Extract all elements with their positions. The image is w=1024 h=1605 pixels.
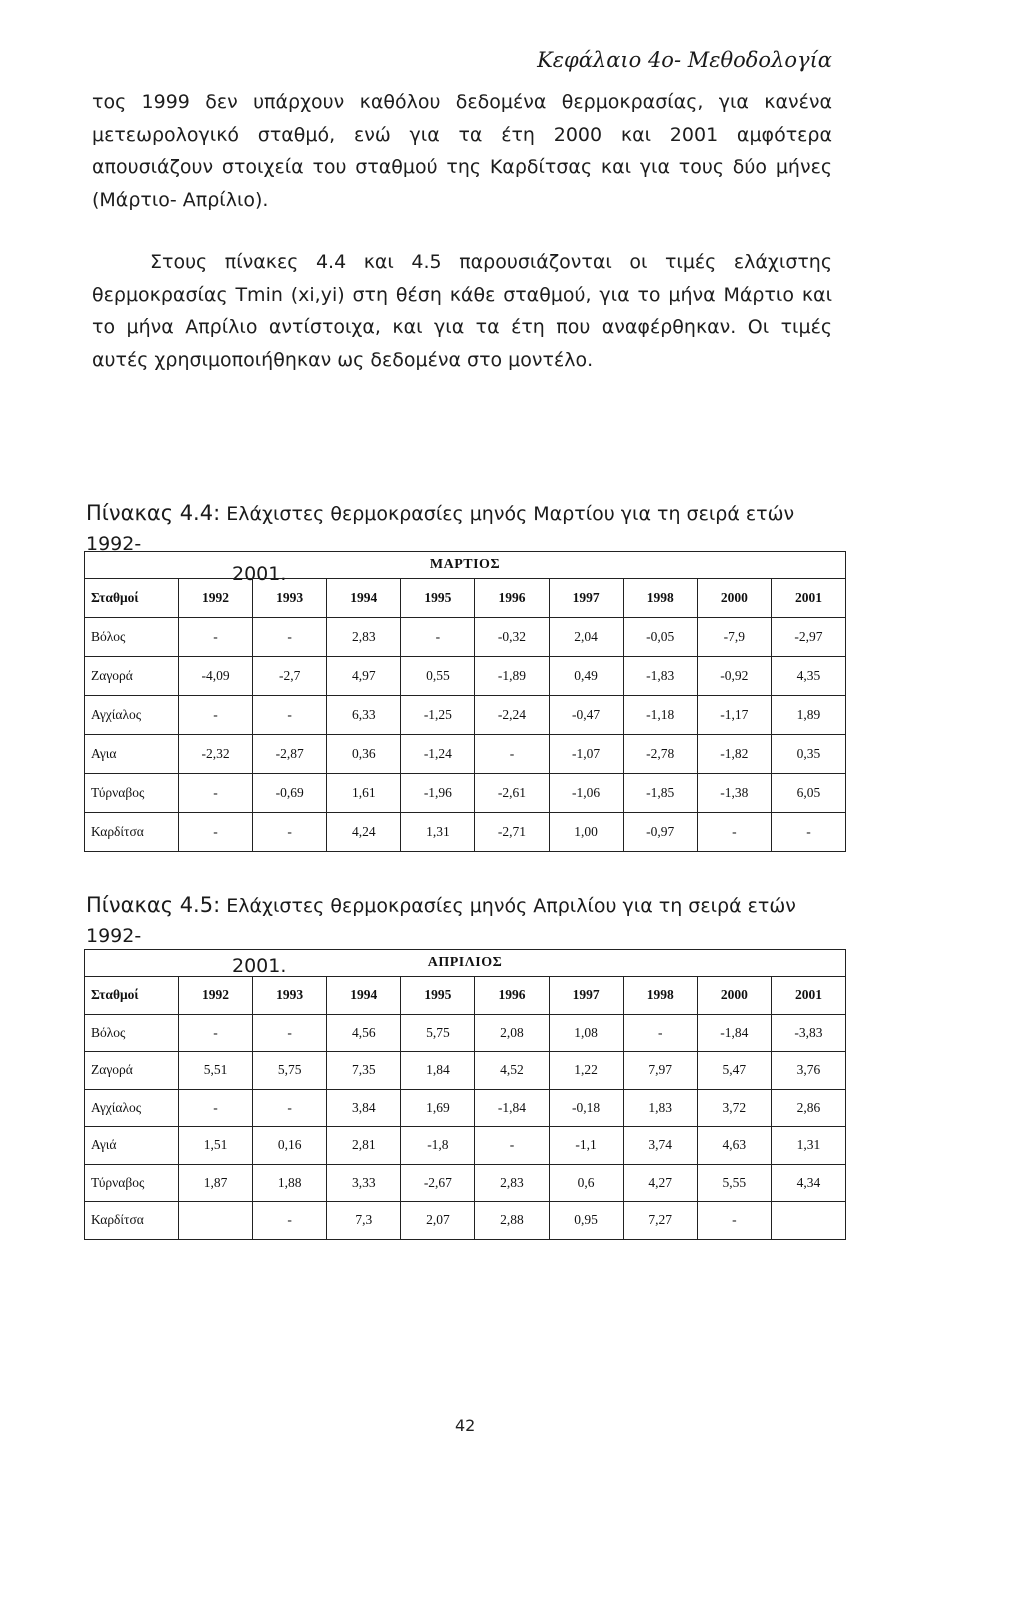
table-row	[85, 1164, 846, 1202]
temperature-cell	[179, 1202, 253, 1240]
temperature-cell: -1,84	[475, 1089, 549, 1127]
temperature-cell: 3,74	[623, 1127, 697, 1165]
column-header-year: 1994	[327, 977, 401, 1015]
column-header-station: Σταθμοί	[85, 977, 179, 1015]
temperature-cell: -	[623, 1014, 697, 1052]
temperature-cell: 5,47	[697, 1052, 771, 1090]
temperature-cell: -2,97	[771, 618, 845, 657]
temperature-cell: 1,88	[253, 1164, 327, 1202]
temperature-cell: -1,8	[401, 1127, 475, 1165]
temperature-cell: 1,22	[549, 1052, 623, 1090]
temperature-cell: -	[401, 618, 475, 657]
table-row	[85, 1014, 846, 1052]
temperature-cell: -0,05	[623, 618, 697, 657]
temperature-cell: -2,61	[475, 774, 549, 813]
temperature-cell: 1,08	[549, 1014, 623, 1052]
station-name-cell: Καρδίτσα	[85, 813, 179, 852]
temperature-cell: -	[253, 1014, 327, 1052]
temperature-cell	[771, 1202, 845, 1240]
temperature-cell: -2,71	[475, 813, 549, 852]
table-row	[85, 1052, 846, 1090]
temperature-cell: 5,55	[697, 1164, 771, 1202]
temperature-cell: -1,38	[697, 774, 771, 813]
column-header-year: 2000	[697, 977, 771, 1015]
temperature-cell: 7,27	[623, 1202, 697, 1240]
station-name-cell: Τύρναβος	[85, 774, 179, 813]
temperature-cell: 1,87	[179, 1164, 253, 1202]
temperature-cell: 3,76	[771, 1052, 845, 1090]
temperature-cell: -2,67	[401, 1164, 475, 1202]
table-header-row	[85, 977, 846, 1015]
temperature-cell: -	[697, 813, 771, 852]
temperature-cell: -	[771, 813, 845, 852]
station-name-cell: Καρδίτσα	[85, 1202, 179, 1240]
table-month-header: ΑΠΡΙΛΙΟΣ	[85, 950, 846, 977]
temperature-cell: 5,51	[179, 1052, 253, 1090]
table1-caption-text: Ελάχιστες θερμοκρασίες μηνός Μαρτίου για τη σειρά ετών 1992-	[86, 503, 795, 555]
temperature-cell: 7,35	[327, 1052, 401, 1090]
column-header-year: 1997	[549, 579, 623, 618]
temperature-cell: -1,89	[475, 657, 549, 696]
column-header-year: 1998	[623, 977, 697, 1015]
temperature-cell: -1,96	[401, 774, 475, 813]
temperature-cell: 1,69	[401, 1089, 475, 1127]
temperature-cell: 1,51	[179, 1127, 253, 1165]
column-header-year: 1994	[327, 579, 401, 618]
station-name-cell: Ζαγορά	[85, 1052, 179, 1090]
temperature-cell: -	[179, 1014, 253, 1052]
paragraph-tables-text: Στους πίνακες 4.4 και 4.5 παρουσιάζονται οι τιμές ελάχιστης θερμοκρασίας Tmin (xi,yi) στη θέση κάθε σταθμού, για το μήνα Μάρτιο και το μήνα Απρίλιο αντίστοιχα, και για τα έτη που αναφέρθηκαν. Οι τιμές αυτές χρησιμοποιήθηκαν ως δεδομένα στο μοντέλο.	[92, 251, 832, 371]
temperature-cell: 0,6	[549, 1164, 623, 1202]
table2-caption-cont: 2001.	[232, 955, 287, 977]
temperature-cell: -	[253, 1089, 327, 1127]
table-row	[85, 657, 846, 696]
temperature-cell: 4,63	[697, 1127, 771, 1165]
table-row	[85, 618, 846, 657]
table-row	[85, 696, 846, 735]
table-row	[85, 1089, 846, 1127]
station-name-cell: Αγια	[85, 735, 179, 774]
temperature-cell: -1,17	[697, 696, 771, 735]
temperature-cell: 4,24	[327, 813, 401, 852]
temperature-cell: -0,92	[697, 657, 771, 696]
temperature-cell: 3,33	[327, 1164, 401, 1202]
temperature-cell: -	[179, 696, 253, 735]
temperature-cell: 1,61	[327, 774, 401, 813]
temperature-cell: -1,82	[697, 735, 771, 774]
table-month-header: ΜΑΡΤΙΟΣ	[85, 552, 846, 579]
temperature-cell: -0,32	[475, 618, 549, 657]
temperature-cell: 0,16	[253, 1127, 327, 1165]
temperature-cell: -	[179, 813, 253, 852]
station-name-cell: Βόλος	[85, 1014, 179, 1052]
temperature-cell: 0,55	[401, 657, 475, 696]
column-header-year: 1993	[253, 977, 327, 1015]
column-header-year: 1997	[549, 977, 623, 1015]
page-number: 42	[455, 1416, 476, 1435]
temperature-cell: 4,52	[475, 1052, 549, 1090]
temperature-cell: 5,75	[253, 1052, 327, 1090]
temperature-cell: -	[475, 735, 549, 774]
temperature-cell: -	[179, 618, 253, 657]
temperature-cell: -1,25	[401, 696, 475, 735]
temperature-cell: 2,88	[475, 1202, 549, 1240]
temperature-cell: 0,36	[327, 735, 401, 774]
table1-label: Πίνακας 4.4:	[86, 501, 221, 525]
temperature-cell: 1,00	[549, 813, 623, 852]
table-header-row	[85, 579, 846, 618]
temperature-cell: -1,06	[549, 774, 623, 813]
temperature-cell: 1,83	[623, 1089, 697, 1127]
column-header-year: 2001	[771, 977, 845, 1015]
temperature-cell: 4,34	[771, 1164, 845, 1202]
table-row	[85, 1127, 846, 1165]
chapter-header: Κεφάλαιο 4ο- Μεθοδολογία	[537, 48, 832, 72]
temperature-cell: -	[179, 1089, 253, 1127]
temperature-cell: 6,05	[771, 774, 845, 813]
table-row	[85, 774, 846, 813]
column-header-year: 2000	[697, 579, 771, 618]
station-name-cell: Αγιά	[85, 1127, 179, 1165]
temperature-cell: -	[253, 696, 327, 735]
temperature-cell: -2,78	[623, 735, 697, 774]
temperature-cell: -1,85	[623, 774, 697, 813]
temperature-cell: 2,83	[475, 1164, 549, 1202]
temperature-cell: 4,27	[623, 1164, 697, 1202]
temperature-cell: -0,97	[623, 813, 697, 852]
station-name-cell: Ζαγορά	[85, 657, 179, 696]
temperature-cell: 4,97	[327, 657, 401, 696]
temperature-cell: -	[253, 1202, 327, 1240]
temperature-cell: 1,89	[771, 696, 845, 735]
column-header-station: Σταθμοί	[85, 579, 179, 618]
temperature-cell: -0,47	[549, 696, 623, 735]
table-row	[85, 813, 846, 852]
temperature-cell: 3,84	[327, 1089, 401, 1127]
temperature-cell: 0,49	[549, 657, 623, 696]
temperature-cell: -	[253, 813, 327, 852]
temperature-cell: 1,84	[401, 1052, 475, 1090]
station-name-cell: Τύρναβος	[85, 1164, 179, 1202]
temperature-cell: -0,18	[549, 1089, 623, 1127]
temperature-cell: -2,87	[253, 735, 327, 774]
temperature-cell: 2,04	[549, 618, 623, 657]
column-header-year: 1993	[253, 579, 327, 618]
temperature-cell: 1,31	[771, 1127, 845, 1165]
temperature-cell: -1,18	[623, 696, 697, 735]
temperature-cell: -2,7	[253, 657, 327, 696]
column-header-year: 1995	[401, 579, 475, 618]
temperature-cell: -7,9	[697, 618, 771, 657]
station-name-cell: Βόλος	[85, 618, 179, 657]
temperature-cell: -1,07	[549, 735, 623, 774]
april-table	[84, 949, 846, 1240]
temperature-cell: 5,75	[401, 1014, 475, 1052]
table-row	[85, 735, 846, 774]
temperature-cell: 2,07	[401, 1202, 475, 1240]
column-header-year: 1992	[179, 579, 253, 618]
table1-caption-cont: 2001.	[232, 563, 287, 585]
temperature-cell: 7,3	[327, 1202, 401, 1240]
column-header-year: 1992	[179, 977, 253, 1015]
station-name-cell: Αγχίαλος	[85, 1089, 179, 1127]
column-header-year: 2001	[771, 579, 845, 618]
temperature-cell: -0,69	[253, 774, 327, 813]
temperature-cell: 0,95	[549, 1202, 623, 1240]
table2-caption-text: Ελάχιστες θερμοκρασίες μηνός Απριλίου για τη σειρά ετών 1992-	[86, 895, 796, 947]
temperature-cell: -1,84	[697, 1014, 771, 1052]
temperature-cell: 2,83	[327, 618, 401, 657]
temperature-cell: 6,33	[327, 696, 401, 735]
temperature-cell: -4,09	[179, 657, 253, 696]
station-name-cell: Αγχίαλος	[85, 696, 179, 735]
temperature-cell: -1,83	[623, 657, 697, 696]
temperature-cell: -1,24	[401, 735, 475, 774]
paragraph-tables	[92, 246, 832, 376]
temperature-cell: -2,32	[179, 735, 253, 774]
temperature-cell: 2,08	[475, 1014, 549, 1052]
temperature-cell: -1,1	[549, 1127, 623, 1165]
temperature-cell: 2,81	[327, 1127, 401, 1165]
temperature-cell: -2,24	[475, 696, 549, 735]
temperature-cell: -3,83	[771, 1014, 845, 1052]
temperature-cell: -	[253, 618, 327, 657]
temperature-cell: 3,72	[697, 1089, 771, 1127]
temperature-cell: 0,35	[771, 735, 845, 774]
paragraph-intro: τος 1999 δεν υπάρχουν καθόλου δεδομένα θερμοκρασίας, για κανένα μετεωρολογικό σταθμό, ενώ για τα έτη 2000 και 2001 αμφότερα απουσιάζουν στοιχεία του σταθμού της Καρδίτσας και για τους δύο μήνες (Μάρτιο- Απρίλιο).	[92, 91, 832, 211]
temperature-cell: 7,97	[623, 1052, 697, 1090]
table2-label: Πίνακας 4.5:	[86, 893, 221, 917]
temperature-cell: 4,35	[771, 657, 845, 696]
temperature-cell: -	[475, 1127, 549, 1165]
march-table	[84, 551, 846, 852]
column-header-year: 1996	[475, 579, 549, 618]
temperature-cell: 1,31	[401, 813, 475, 852]
column-header-year: 1995	[401, 977, 475, 1015]
column-header-year: 1996	[475, 977, 549, 1015]
temperature-cell: 2,86	[771, 1089, 845, 1127]
table-row	[85, 1202, 846, 1240]
column-header-year: 1998	[623, 579, 697, 618]
temperature-cell: 4,56	[327, 1014, 401, 1052]
temperature-cell: -	[697, 1202, 771, 1240]
temperature-cell: -	[179, 774, 253, 813]
